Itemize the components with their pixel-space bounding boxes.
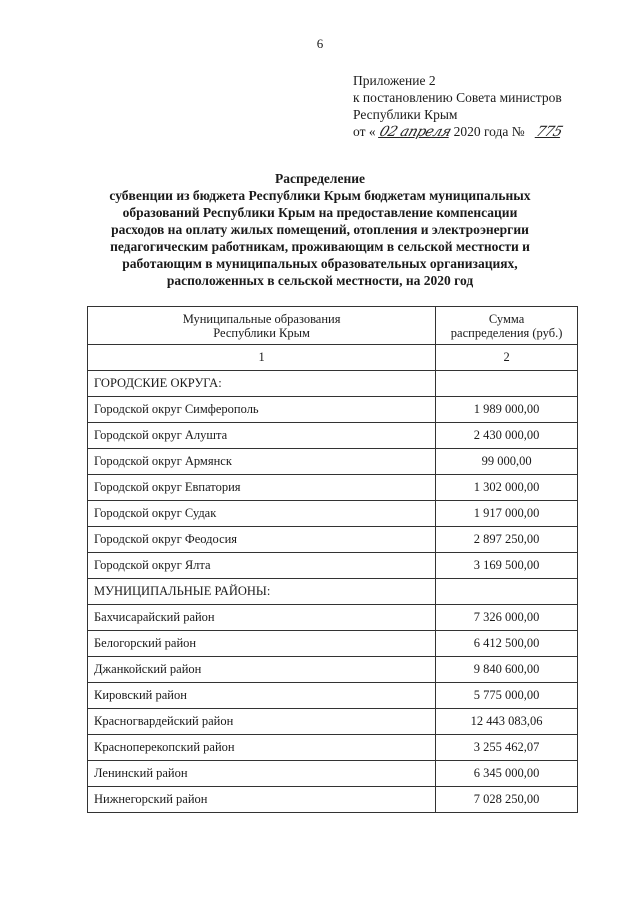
table-row: [88, 449, 578, 475]
header-municipality-line-1: Муниципальные образования: [182, 311, 341, 326]
date-prefix: от «: [353, 124, 376, 139]
table-row: [88, 553, 578, 579]
row-name: Городской округ Феодосия: [88, 527, 436, 553]
row-amount: [436, 579, 578, 605]
title-line-5: педагогическим работникам, проживающим в сельской местности и: [110, 239, 530, 254]
table-header-row: [88, 307, 578, 345]
column-number-1: 1: [88, 345, 436, 371]
table-row: [88, 475, 578, 501]
row-name: Городской округ Ялта: [88, 553, 436, 579]
annex-block: [353, 72, 570, 141]
row-name: МУНИЦИПАЛЬНЫЕ РАЙОНЫ:: [88, 579, 436, 605]
row-name: Ленинский район: [88, 761, 436, 787]
row-name: Городской округ Алушта: [88, 423, 436, 449]
row-name: Городской округ Судак: [88, 501, 436, 527]
row-amount: 2 430 000,00: [436, 423, 578, 449]
row-name: Красноперекопский район: [88, 735, 436, 761]
table-body: [88, 371, 578, 813]
handwritten-date: 02 апреля: [376, 124, 453, 140]
title-line-4: расходов на оплату жилых помещений, отопления и электроэнергии: [111, 222, 529, 237]
table-row: [88, 527, 578, 553]
table-row: [88, 371, 578, 397]
row-amount: 1 989 000,00: [436, 397, 578, 423]
row-name: Кировский район: [88, 683, 436, 709]
annex-date-line: [353, 123, 570, 141]
row-name: Красногвардейский район: [88, 709, 436, 735]
row-amount: 3 255 462,07: [436, 735, 578, 761]
annex-resolution-line: к постановлению Совета министров: [353, 90, 562, 105]
title-line-6: работающим в муниципальных образовательных организациях,: [122, 256, 518, 271]
table-row: [88, 787, 578, 813]
document-title: [60, 170, 580, 289]
date-suffix: 2020 года №: [453, 124, 525, 139]
row-amount: 99 000,00: [436, 449, 578, 475]
table-row: [88, 709, 578, 735]
table-row: [88, 683, 578, 709]
row-amount: 12 443 083,06: [436, 709, 578, 735]
table-row: [88, 657, 578, 683]
table-row: [88, 631, 578, 657]
row-name: Джанкойский район: [88, 657, 436, 683]
title-line-1: Распределение: [274, 171, 366, 186]
table-row: [88, 501, 578, 527]
page-number: 6: [316, 36, 324, 51]
row-name: Белогорский район: [88, 631, 436, 657]
row-name: Городской округ Евпатория: [88, 475, 436, 501]
annex-title: Приложение 2: [353, 73, 436, 88]
row-amount: 6 345 000,00: [436, 761, 578, 787]
row-amount: 2 897 250,00: [436, 527, 578, 553]
column-number-row: [88, 345, 578, 371]
row-amount: 1 302 000,00: [436, 475, 578, 501]
header-amount: [436, 307, 578, 345]
title-line-7: расположенных в сельской местности, на 2020 год: [166, 273, 474, 288]
header-amount-line-1: Сумма: [488, 311, 525, 326]
header-municipality-line-2: Республики Крым: [213, 325, 310, 340]
table-row: [88, 423, 578, 449]
table-row: [88, 761, 578, 787]
table-row: [88, 397, 578, 423]
distribution-table: [87, 306, 578, 813]
row-amount: 6 412 500,00: [436, 631, 578, 657]
table-row: [88, 605, 578, 631]
table-row: [88, 579, 578, 605]
row-amount: 1 917 000,00: [436, 501, 578, 527]
table-row: [88, 735, 578, 761]
row-amount: 5 775 000,00: [436, 683, 578, 709]
annex-authority-line: Республики Крым: [353, 107, 458, 122]
row-name: Городской округ Армянск: [88, 449, 436, 475]
header-amount-line-2: распределения (руб.): [450, 325, 563, 340]
title-line-2: субвенции из бюджета Республики Крым бюджетам муниципальных: [109, 188, 531, 203]
row-amount: 9 840 600,00: [436, 657, 578, 683]
row-amount: [436, 371, 578, 397]
row-name: Городской округ Симферополь: [88, 397, 436, 423]
row-amount: 3 169 500,00: [436, 553, 578, 579]
row-name: Бахчисарайский район: [88, 605, 436, 631]
row-amount: 7 326 000,00: [436, 605, 578, 631]
column-number-2: 2: [436, 345, 578, 371]
row-name: ГОРОДСКИЕ ОКРУГА:: [88, 371, 436, 397]
title-line-3: образований Республики Крым на предоставление компенсации: [122, 205, 518, 220]
row-name: Нижнегорский район: [88, 787, 436, 813]
header-municipality: [88, 307, 436, 345]
row-amount: 7 028 250,00: [436, 787, 578, 813]
handwritten-number: 775: [533, 124, 565, 140]
